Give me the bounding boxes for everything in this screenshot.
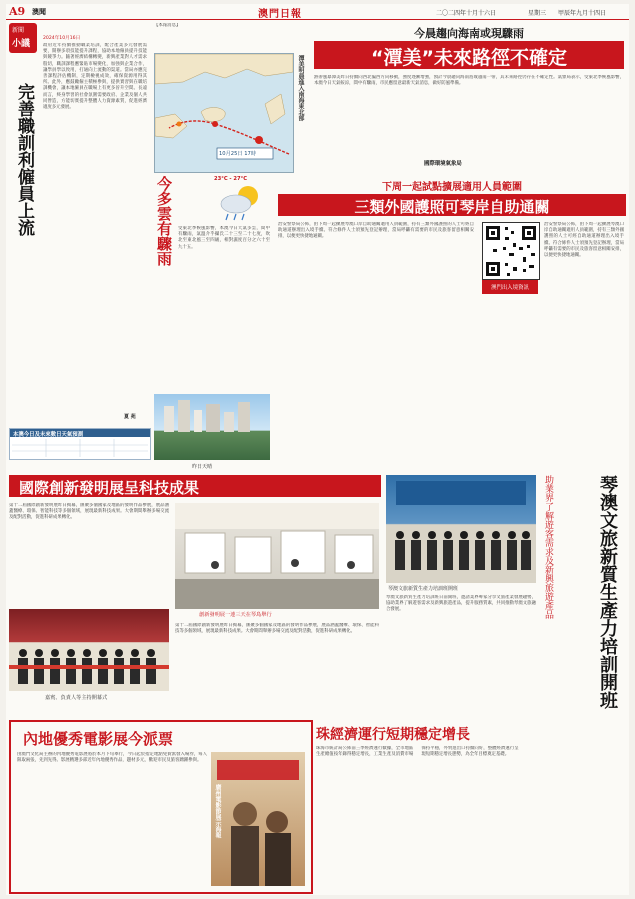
expo-body: 第十二屆國際創新發明展昨日揭幕，匯聚多個國家及地區的發明作品參展，展品涵蓋醫療、環保、智能科技等多個領域，展現最新科技成果。大會期間舉辦多場交流及配對活動，促進科研成果轉化。 — [9, 503, 169, 521]
economy-headline: 珠經濟運行短期穩定增長 — [316, 727, 470, 743]
expo-headline: 國際創新發明展呈科技成果 — [19, 479, 200, 497]
expo-body-2: 第十二屆國際創新發明展昨日揭幕，匯聚多個國家及地區的發明作品參展，展品涵蓋醫療、環保、智能科技等多個領域，展現最新科技成果。大會期間舉辦多場交流及配對活動，促進科研成果轉化。 — [175, 623, 379, 635]
column-title: 完善職訓利僱員上流 — [14, 83, 34, 236]
typhoon-story — [154, 23, 626, 173]
typhoon-body: 熱帶風暴潭美昨日持續向西北偏西方向移動，強度逐漸增強，預計今晨趨向海南島或越南一帶，其未來路徑仍存在不確定性。氣象局表示，受東北季候風影響，本澳今日天氣較涼，間中有驟雨，市民應留意最新天氣消息，做好防風準備。 — [314, 75, 624, 87]
expo-headline-bar — [9, 475, 381, 497]
column-author: 夏 苑 — [124, 414, 136, 420]
column-tag-big: 小議 — [12, 39, 31, 49]
passport-headline-bar — [278, 194, 626, 216]
expo-caption-2: 嘉賓、負責人等主持開幕式 — [45, 695, 108, 701]
film-story — [9, 720, 313, 894]
training-caption-1: 琴澳文旅新質生產力培訓班開班 — [388, 586, 459, 592]
weather-icon — [216, 180, 268, 224]
forecast-table-title: 本澳今日及未來數日天氣預測 — [13, 431, 84, 438]
economy-body: 珠海市統計局公佈前三季經濟運行數據，全市地區生產總值按年錄得穩定增長，工業生產及消費市場保持平穩，外貿進出口持續向好，整體經濟運行呈現短期穩定增長態勢，為全年目標奠定基礎。 — [316, 746, 519, 758]
film-body: 由澳門文化局主辦的內地優秀電影展將於本月下旬舉行，今日起於指定地點免費派發入場券，每人限取兩張，先到先得。影展精選多部近年內地優秀作品，題材多元，歡迎市民及旅客踴躍參與。 — [17, 752, 207, 764]
section-name: 澳聞 — [32, 8, 46, 16]
expo-photo-1 — [175, 503, 379, 609]
weather-photo-caption: 昨日天晴 — [192, 464, 213, 470]
typhoon-headline: “潭美”未來路徑不確定 — [371, 47, 567, 69]
training-photo-1 — [386, 475, 536, 583]
passport-tagline: 下周一起試點擴展適用人員範圍 — [382, 182, 522, 193]
training-story — [386, 475, 626, 715]
map-label: 10月25日 17時 — [219, 151, 257, 157]
weather-body: 受東北季候風影響，本澳今日天氣多雲，間中有驟雨，氣溫介乎攝氏二十三至二十七度，吹北至東北風三至四級，相對濕度百分之六十至九十五。 — [178, 226, 270, 250]
column-section — [9, 23, 149, 423]
passport-headline: 三類外國護照可琴岸自助通關 — [354, 198, 550, 216]
training-body: 琴澳文旅新質生產力培訓班日前開班，邀請業界專家分享文旅產業發展趨勢，協助業界了解遊客需求及新興旅遊產品，提升服務質素，共同推動琴澳文旅融合發展。 — [386, 595, 536, 613]
expo-story — [9, 475, 381, 715]
typhoon-side-caption: 潭美明晨進入南海東北部 — [297, 55, 304, 121]
qr-caption: 澳門出入境資訊 — [491, 285, 529, 291]
passport-body-left: 治安警察局公佈，由下周一起擴展琴澳口岸自助通關適用人員範圍，持有三類外國護照的人士可經自助通道辦理出入境手續。符合條件人士須預先登記辦理，當局呼籲有需要的市民及旅客留意相關安排，以便更快捷地通關。 — [278, 222, 474, 240]
masthead-lunar: 甲辰年九月十四日 — [558, 10, 607, 17]
column-body: 政府近年持續推動職業培訓，配合產業多元發展需要，開辦多項技能提升課程，協助本地僱員提升技能與競爭力。隨著經濟結構轉變，新興產業對人才需求殷切，職訓課程應緊貼市場變化，加強與企業合作，讓學員學以致用，打通向上流動的渠道。當局亦應完善課程評估機制，定期檢視成效，確保資源用得其所。此外，應鼓勵僱主積極參與，提供實習與在職培訓機會，讓本地僱員在職場上有更多晉升空間。長遠而言，終身學習的社會氛圍需要政府、企業及個人共同營造，方能切實提升整體人力資源素質，促進經濟適度多元發展。 — [43, 43, 147, 111]
film-poster — [211, 752, 305, 886]
column-tag-small: 新聞 — [12, 27, 25, 34]
weather-photo — [154, 394, 270, 460]
masthead-weekday: 星期三 — [528, 10, 547, 17]
typhoon-reporter: 國際環境氣象局 — [424, 161, 462, 167]
column-date: 2024年10月16日 — [43, 36, 81, 41]
qr-code — [482, 222, 540, 280]
expo-photo-2 — [9, 609, 169, 691]
qr-caption-box — [482, 280, 538, 294]
newspaper-page — [6, 4, 629, 895]
masthead-logo: 澳門日報 — [258, 9, 302, 20]
page-number: A9 — [9, 5, 26, 18]
masthead-date: 二〇二四年十月十六日 — [436, 10, 497, 17]
weather-box — [154, 176, 272, 472]
typhoon-tagline: 今晨趨向海南或現驟雨 — [414, 27, 524, 40]
typhoon-headline-bar — [314, 41, 624, 69]
weather-temp: 23°C - 27°C — [214, 176, 248, 182]
masthead — [6, 4, 629, 20]
forecast-table — [9, 428, 151, 460]
typhoon-note: 【本報消息】 — [154, 23, 181, 28]
film-headline: 內地優秀電影展今派票 — [23, 730, 174, 748]
typhoon-map — [154, 53, 294, 173]
expo-caption-1: 創新發明展一連三天在琴島舉行 — [199, 612, 272, 618]
column-tag — [9, 23, 37, 53]
training-headline: 琴澳文旅新質生產力培訓開班 — [597, 475, 618, 709]
passport-story — [278, 176, 626, 472]
economy-story — [314, 720, 626, 890]
film-caption: 廣州電影節展示海報 — [214, 784, 221, 838]
training-kicker: 助業界了解遊客需求及新興旅遊產品 — [543, 475, 553, 619]
passport-body-right: 治安警察局公佈，由下周一起擴展琴澳口岸自助通關適用人員範圍，持有三類外國護照的人士可經自助通道辦理出入境手續。符合條件人士須預先登記辦理，當局呼籲有需要的市民及旅客留意相關安排，以便更快捷地通關。 — [544, 222, 624, 259]
weather-title: 今多雲有驟雨 — [155, 176, 173, 266]
